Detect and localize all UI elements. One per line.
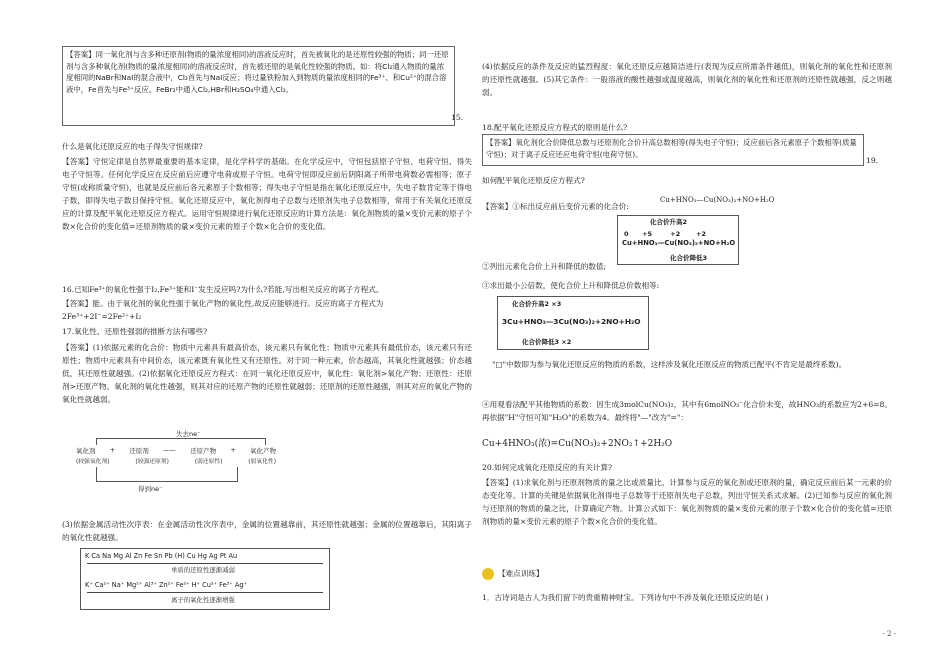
metal-series: K Ca Na Mg Al Zn Fe Sn Pb (H) Cu Hg Ag Pt Au — [85, 552, 238, 560]
answer-17: 【答案】(1)依据元素的化合价：物质中元素具有最高价态，该元素只有氧化性；物质中元素具有最低价态，该元素只有还原性；物质中元素具有中间价态，该元素既有氧化性又有还原性。对于同一种元素，价态越高，其氧化性就越强；价态越低，其还原性就越强。(2)依据氧化还原反应方程式：在同一氧化还原反应中，氧化性：氧化剂>氧化产物；还原性：还原剂>还原产物。氧化剂的氧化性越强，则其对应的还原产物的还原性就越弱；还原剂的还原性越强，则其对应的氧化产物的氧化性就越弱。 — [62, 343, 472, 404]
answer-19-step4: ④用观看法配平其他物质的系数：因生成3molCu(NO₃)₂，其中有6molNO₃⁻化合价未变，故HNO₃的系数应为2+6=8。再依据"H"守恒可知"H₂O"的系数为4。最终将"—"改为"="： — [482, 400, 892, 422]
question-16: 16.已知Fe³⁺的氧化性强于I₂,Fe³⁺能和I⁻发生反应吗?为什么?若能,写出相关反应的离子方程式。 — [62, 285, 384, 294]
lcm-equation: 3Cu+HNO₃—3Cu(NO₃)₂+2NO+H₂O — [502, 317, 641, 326]
practice-question-1: 1．古诗词是古人为我们留下的贵重精神财宝。下列诗句中不涉及氧化还原反应的是( ) — [482, 593, 769, 602]
chemical-equation: Cu+HNO₃—Cu(NO₃)₂+NO+H₂O — [660, 196, 775, 204]
valence-up-label: 化合价升高2 — [650, 218, 688, 226]
answer-box-14: 【答案】同一氧化剂与含多种还原剂(物质的量浓度相同)的溶液反应时，首先被氧化的是还原性较强的物质；同一还原剂与含多种氧化剂(物质的量浓度相同)的溶液反应时，首先被还原的是氧化性较强的物质。如：将Cl₂通入物质的量浓度相同的NaBr和NaI的混合液中，Cl₂首先与NaI反应；将过量铁粉加入到物质的量浓度相同的Fe³⁺、和Cu²⁺的混合溶液中，Fe首先与Fe³⁺反应。FeBr₂中通入Cl₂,HBr和H₂SO₄中通入Cl₂。 — [62, 46, 455, 126]
valence-down-label: 化合价降低3 — [670, 254, 708, 262]
answer-16: 【答案】能。由于氧化剂的氧化性强于氧化产物的氧化性,故反应能够进行。反应的离子方程式为 — [62, 299, 384, 308]
diagram-item: —— — [162, 446, 176, 454]
diagram-item: 氧化剂 — [76, 447, 96, 455]
section-heading — [482, 568, 892, 580]
diagram-item: 还原剂 — [129, 447, 149, 455]
question-number-19: 19. — [866, 156, 879, 165]
diagram-top-label: 失去ne⁻ — [176, 430, 201, 438]
diagram-sub: (较强氧化剂) — [76, 459, 110, 465]
valence-values: 0 +5 +2 +2 — [624, 230, 706, 238]
answer-20: 【答案】(1)求氧化剂与还原剂物质的量之比或质量比，计算参与反应的氧化剂或还原剂的量，确定反应前后某一元素的价态变化等。计算的关键是依据氧化剂得电子总数等于还原剂失电子总数，列出守恒关系式求解。(2)已知参与反应的氧化剂与还原剂的物质的量之比，计算确定产物。计算公式如下：氧化剂物质的量×变价元素的原子个数×化合价的变化值=还原剂物质的量×变价元素的原子个数×化合价的变化值。 — [482, 478, 892, 526]
diagram-item: + — [109, 446, 116, 454]
diagram-sub: (弱氧化性) — [248, 459, 276, 465]
lightbulb-icon — [482, 568, 494, 580]
answer-19-note: "□"中数即为参与氧化还原反应的物质的系数，这样涉及氧化还原反应的物质已配平(不肯定是最终系数)。 — [492, 360, 847, 369]
question-15: 什么是氧化还原反应的电子得失守恒规律? — [62, 142, 203, 151]
question-19: 如何配平氧化还原反应方程式? — [482, 176, 585, 185]
question-17: 17.氧化性、还原性强弱的推断方法有哪些? — [62, 327, 208, 336]
equation-16: 2Fe³⁺+2I⁻=2Fe²⁺+I₂ — [62, 312, 142, 321]
metal-series-label: 单质的还原性逐渐减弱 — [171, 566, 235, 574]
diagram-sub: (弱还原性) — [194, 459, 223, 465]
valence-diagram-1 — [617, 215, 739, 265]
diagram-sub: (较强还原剂) — [135, 459, 169, 465]
answer-17-part3: (3)依据金属活动性次序表：在金属活动性次序表中，金属的位置越靠前，其还原性就越强；金属的位置越靠后，其阳离子的氧化性就越强。 — [62, 520, 472, 542]
question-number-15: 15. — [451, 113, 464, 122]
answer-17-part4: (4)依据反应的条件及反应的猛烈程度：氧化还原反应越简洁进行(表现为反应所需条件越低)，则氧化剂的氧化性和还原剂的还原性就越强。(5)其它条件：一般溶液的酸性越强或温度越高，则氧化剂的氧化性和还原剂的还原性就越强，反之则越弱。 — [482, 62, 892, 97]
answer-15: 【答案】守恒定律是自然界最重要的基本定律，是化学科学的基础。在化学反应中，守恒包括原子守恒、电荷守恒、得失电子守恒等。任何化学反应在反应前后应遵守电荷或原子守恒。电荷守恒即反应前后阴阳离子所带电荷数必需相等；原子守恒(或称质量守恒)，也就是反应前后各元素原子个数相等；得失电子守恒是指在氧化还原反应中，失电子数肯定等于得电子数，即得失电子数目保持守恒。氧化还原反应中，氧化剂得电子总数与还原剂失电子总数相等，常用于有关氧化还原反应的计算及配平氧化还原反应方程式。运用守恒规律进行氧化还原反应的计算方法是：氧化剂物质的量×变价元素的原子个数×化合价的变化值=还原剂物质的量×变价元素的原子个数×化合价的变化值。 — [62, 157, 472, 231]
page-number: - 2 - — [882, 630, 896, 638]
answer-19-step3: ③求出最小公倍数，使化合价上升和降低总价数相等: — [482, 281, 660, 290]
lcm-down-label: 化合价降低3 ×2 — [522, 338, 572, 346]
activity-series-diagram — [80, 548, 330, 610]
diagram-item: 还原产物 — [190, 447, 217, 455]
redox-diagram — [76, 429, 276, 501]
ion-series-label: 离子的氧化性逐渐增强 — [171, 596, 235, 604]
answer-19-step2: ②列出元素化合价上升和降低的数值; — [482, 262, 607, 271]
diagram-item: + — [230, 446, 236, 454]
section-heading-text: 【难点训练】 — [498, 569, 544, 578]
final-equation: Cu+4HNO₃(浓)=Cu(NO₃)₂+2NO₂↑+2H₂O — [482, 439, 673, 449]
diagram-bottom-label: 得到ne⁻ — [138, 485, 163, 493]
question-18: 18.配平氧化还原反应方程式的原则是什么? — [482, 123, 628, 132]
answer-19-step1: 【答案】①标出反应前后变价元素的化合价: — [482, 202, 629, 211]
ion-series: K⁺ Ca²⁺ Na⁺ Mg²⁺ Al³⁺ Zn²⁺ Fe²⁺ H⁺ Cu²⁺ Fe³⁺ Ag⁺ — [85, 581, 248, 589]
valence-equation: Cu+HNO₃—Cu(NO₃)₂+NO+H₂O — [622, 239, 736, 247]
question-20: 20.如何完成氧化还原反应的有关计算? — [482, 463, 613, 472]
diagram-item: 氧化产物 — [249, 447, 276, 455]
lcm-up-label: 化合价升高2 ×3 — [512, 300, 562, 308]
answer-box-18: 【答案】氧化剂化合价降低总数与还原剂化合价升高总数相等(得失电子守恒)；反应前后各元素原子个数相等(质量守恒)；对于离子反应还应电荷守恒(电荷守恒)。 — [482, 134, 864, 166]
valence-diagram-2 — [497, 296, 649, 350]
